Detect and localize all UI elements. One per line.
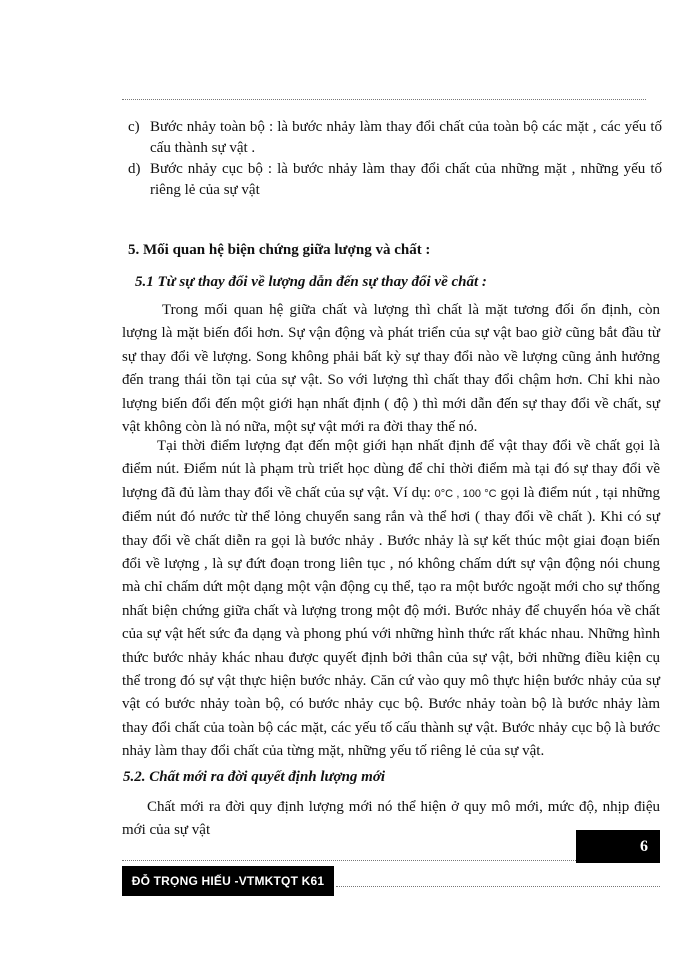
author-label	[122, 866, 334, 896]
page-number	[576, 830, 660, 863]
subsection-heading-5-1: 5.1 Từ sự thay đổi về lượng dẫn đến sự thay đổi về chất :	[135, 274, 487, 290]
list-item-d-text: Bước nhảy cục bộ : là bước nhảy làm thay đổi chất của những mặt , những yếu tố riêng lẻ của sự vật	[150, 161, 662, 198]
paragraph-2-text-b: gọi là điểm nút , tại những điểm nút đó nước từ thể lỏng chuyển sang rắn và thể hơi ( thay đổi về chất ). Khi có sự thay đổi về chất diễn ra gọi là bước nhảy . Bước nhảy là sự kết thúc một giai đoạn biến đổi về lượng , là sự đứt đoạn trong liên tục , nó không chấm dứt sự vận động nói chung mà chỉ chấm dứt một dạng một vận động cụ thể, tạo ra một bước ngoặt mới cho sự thống nhất biện chứng giữa chất và lượng trong một độ mới. Bước nhảy để chuyển hóa về chất của sự vật hết sức đa dạng và phong phú với những hình thức rất khác nhau. Những hình thức bước nhảy khác nhau được quyết định bởi thân của sự vật, bởi những điều kiện cụ thể trong đó sự vật thực hiện bước nhảy. Căn cứ vào quy mô thực hiện bước nhảy của sự vật có bước nhảy toàn bộ, có bước nhảy cục bộ. Bước nhảy toàn bộ là bước nhảy làm thay đổi chất của toàn bộ các mặt, các yếu tố cấu thành sự vật. Bước nhảy cục bộ là bước nhảy làm thay đổi chất của từng mặt, những yếu tố riêng lẻ của sự vật.	[122, 484, 660, 760]
subsection-heading-5-2: 5.2. Chất mới ra đời quyết định lượng mới	[123, 769, 386, 785]
header-dotted-rule	[122, 99, 646, 100]
list-marker-d: d)	[128, 161, 141, 177]
list-marker-c: c)	[128, 119, 140, 135]
footer-dotted-rule-bottom	[336, 886, 660, 887]
section-heading: 5. Mối quan hệ biện chứng giữa lượng và chất :	[128, 242, 431, 258]
list-item-c	[128, 117, 662, 159]
footer-dotted-rule-top	[122, 860, 576, 861]
paragraph-3-text: Chất mới ra đời quy định lượng mới nó thể hiện ở quy mô mới, mức độ, nhịp điệu mới của sự vật	[122, 799, 660, 839]
page-number-text: 6	[640, 837, 648, 855]
paragraph-1	[122, 299, 660, 439]
temperature-freezing: 0°C	[434, 487, 454, 500]
paragraph-1-text: Trong mối quan hệ giữa chất và lượng thì chất là mặt tương đối ổn định, còn lượng là mặt biến đổi hơn. Sự vận động và phát triển của sự vật bao giờ cũng bắt đầu từ sự thay đổi về lượng. Song không phải bất kỳ sự thay đổi nào về lượng cũng ảnh hưởng đến trang thái tồn tại của sự vật. So với lượng thì chất thay đổi chậm hơn. Chỉ khi nào lượng biến đổi đến một giới hạn nhất định ( độ ) thì mới dẫn đến sự thay đổi về chất, sự vật không còn là nó nữa, một sự vật mới ra đời thay thế nó.	[122, 302, 660, 436]
temperature-separator: ,	[453, 487, 463, 500]
temperature-boiling: 100 °C	[462, 487, 497, 500]
paragraph-2-text-a: Tại thời điểm lượng đạt đến một giới hạn nhất định để vật thay đổi về chất gọi là điểm nút. Điểm nút là phạm trù triết học dùng để chỉ thời điểm mà tại đó sự thay đổi về lượng đã đủ làm thay đổi về chất của sự vật. Ví dụ:	[122, 438, 660, 501]
list-item-c-text: Bước nhảy toàn bộ : là bước nhảy làm thay đổi chất của toàn bộ các mặt , các yếu tố cấu thành sự vật .	[150, 119, 662, 156]
list-item-d	[128, 159, 662, 201]
author-label-text: ĐỖ TRỌNG HIẾU -VTMKTQT K61	[131, 874, 325, 888]
paragraph-2	[122, 435, 660, 764]
